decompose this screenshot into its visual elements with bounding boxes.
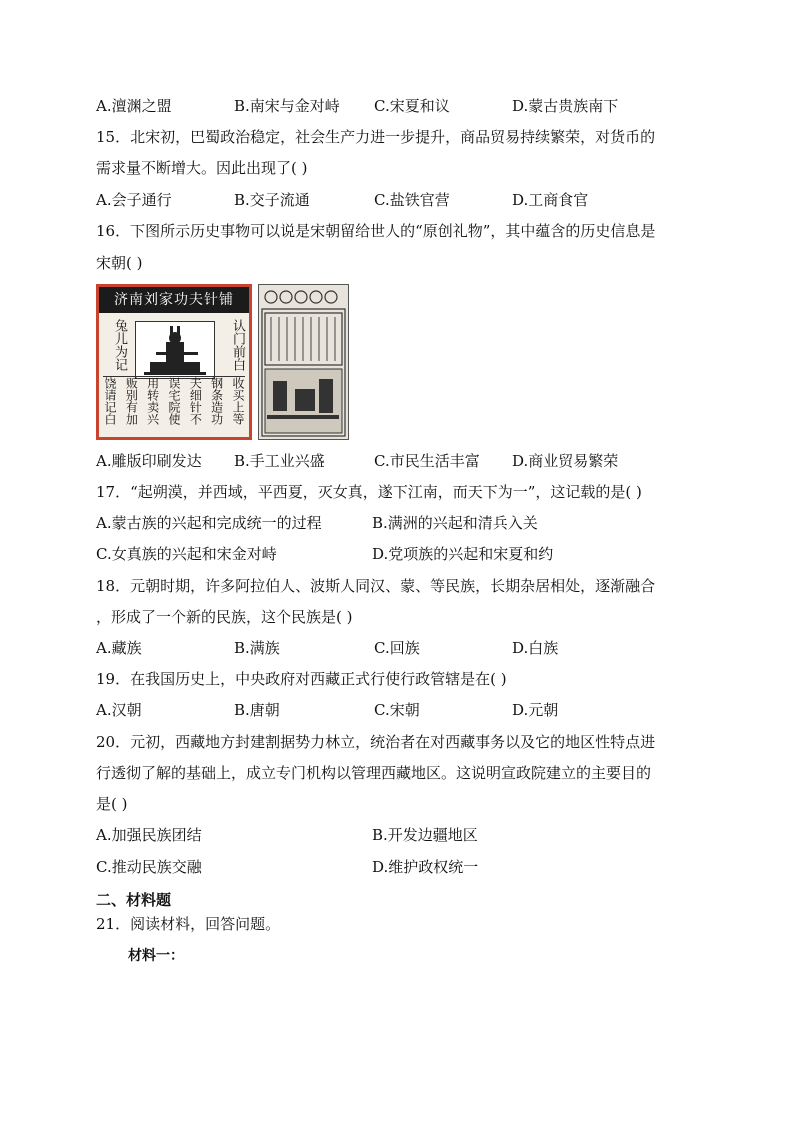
ad-right-text: 认门前白: [230, 319, 245, 371]
q21-stem: 21．阅读材料，回答问题。: [96, 915, 281, 933]
q17-option-d[interactable]: D.党项族的兴起和宋夏和约: [372, 545, 554, 563]
q19-option-b[interactable]: B.唐朝: [234, 701, 280, 719]
q17-stem: 17．“起朔漠，并西域，平西夏，灭女真，遂下江南，而天下为一”，这记载的是( ): [96, 483, 642, 501]
q15-option-b[interactable]: B.交子流通: [234, 191, 310, 209]
q20-stem-line1: 20．元初，西藏地方封建割据势力林立，统治者在对西藏事务以及它的地区性特点进: [96, 733, 656, 751]
q16-option-a[interactable]: A.雕版印刷发达: [96, 452, 202, 470]
q16-option-d[interactable]: D.商业贸易繁荣: [512, 452, 619, 470]
ad-col: 饶请记白: [103, 377, 117, 425]
q19-stem: 19．在我国历史上，中央政府对西藏正式行使行政管辖是在( ): [96, 670, 507, 688]
q15-stem-line2: 需求量不断增大。因此出现了( ): [96, 159, 308, 177]
q18-options: [96, 638, 696, 658]
q20-option-a[interactable]: A.加强民族团结: [96, 826, 202, 844]
q19-option-a[interactable]: A.汉朝: [96, 701, 142, 719]
q20-option-c[interactable]: C.推动民族交融: [96, 858, 202, 876]
q20-option-d[interactable]: D.维护政权统一: [372, 858, 479, 876]
ad-bottom-text: [103, 376, 245, 433]
q14-option-c[interactable]: C.宋夏和议: [374, 97, 450, 115]
q16-options: [96, 451, 696, 471]
q18-option-b[interactable]: B.满族: [234, 639, 280, 657]
q18-option-d[interactable]: D.白族: [512, 639, 559, 657]
q17-option-a[interactable]: A.蒙古族的兴起和完成统一的过程: [96, 514, 322, 532]
q20-stem-line2: 行透彻了解的基础上，成立专门机构以管理西藏地区。这说明宣政院建立的主要目的: [96, 764, 652, 782]
q20-stem-line3: 是( ): [96, 795, 128, 813]
ad-col: 收买上等: [230, 377, 245, 425]
q18-option-a[interactable]: A.藏族: [96, 639, 142, 657]
q17-option-b[interactable]: B.满洲的兴起和清兵入关: [372, 514, 538, 532]
q18-stem-line2: ，形成了一个新的民族，这个民族是( ): [96, 608, 353, 626]
ad-left-text: 兔儿为记: [112, 319, 127, 371]
q19-option-c[interactable]: C.宋朝: [374, 701, 420, 719]
ad-col: 用转卖兴: [145, 377, 160, 425]
ad-header: 济南刘家功夫针铺: [99, 287, 249, 313]
q15-options: [96, 190, 696, 210]
rabbit-icon: [135, 321, 215, 379]
q16-option-c[interactable]: C.市民生活丰富: [374, 452, 480, 470]
ad-col: 钢条造功: [209, 377, 224, 425]
q18-stem-line1: 18．元朝时期，许多阿拉伯人、波斯人同汉、蒙、等民族，长期杂居相处，逐渐融合: [96, 577, 656, 595]
q15-option-a[interactable]: A.会子通行: [96, 191, 172, 209]
q19-options: [96, 700, 696, 720]
material-label: 材料一：: [128, 948, 184, 964]
q20-option-b[interactable]: B.开发边疆地区: [372, 826, 478, 844]
q14-option-b[interactable]: B.南宋与金对峙: [234, 97, 340, 115]
q17-option-c[interactable]: C.女真族的兴起和宋金对峙: [96, 545, 277, 563]
q20-options-row1: [96, 825, 648, 845]
jiaozi-banknote-image: [258, 284, 349, 440]
ad-col: 夫细针不: [188, 377, 203, 425]
q19-option-d[interactable]: D.元朝: [512, 701, 559, 719]
q14-option-d[interactable]: D.蒙古贵族南下: [512, 97, 619, 115]
q14-option-a[interactable]: A.澶渊之盟: [96, 97, 172, 115]
q20-options-row2: [96, 857, 648, 877]
q16-option-b[interactable]: B.手工业兴盛: [234, 452, 325, 470]
ad-col: 误宅院使: [166, 377, 181, 425]
q18-option-c[interactable]: C.回族: [374, 639, 420, 657]
section-heading: 二、材料题: [96, 891, 172, 909]
needle-shop-ad-image: [96, 284, 252, 440]
q17-options-row1: [96, 513, 648, 533]
q15-stem-line1: 15．北宋初，巴蜀政治稳定，社会生产力进一步提升，商品贸易持续繁荣，对货币的: [96, 128, 656, 146]
q17-options-row2: [96, 544, 648, 564]
q14-options: [96, 96, 696, 116]
q16-stem-line1: 16．下图所示历史事物可以说是宋朝留给世人的“原创礼物”，其中蕴含的历史信息是: [96, 222, 656, 240]
q15-option-d[interactable]: D.工商食官: [512, 191, 589, 209]
q16-stem-line2: 宋朝( ): [96, 254, 143, 272]
ad-col: 贩别有加: [124, 377, 139, 425]
q15-option-c[interactable]: C.盐铁官营: [374, 191, 450, 209]
